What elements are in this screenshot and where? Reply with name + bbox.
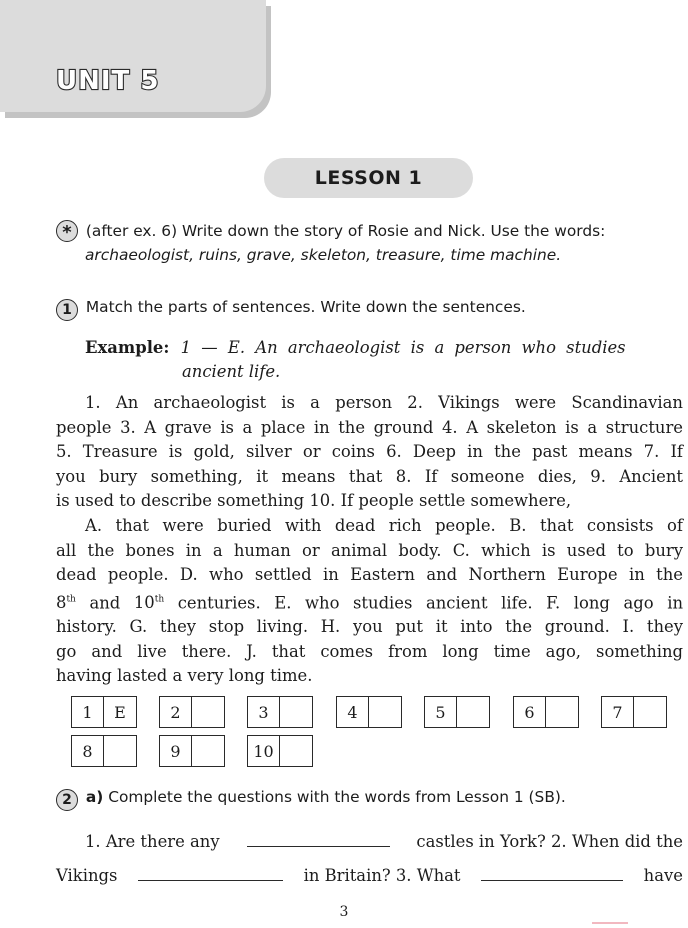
answer-pair-1 [71,696,137,728]
text-line-ordinals: 8th and 10th centuries. E. who studies ancient life. F. long ago in [56,592,683,612]
task-2-line [56,788,566,811]
ordinal-10: 10th [133,592,165,612]
question-text: have [643,866,683,885]
answer-pair-9 [159,735,225,767]
question-text: in Britain? 3. What [303,866,461,885]
answer-pair-2 [159,696,225,728]
example-line [85,338,683,357]
answer-box[interactable] [457,696,490,728]
answer-box[interactable] [192,735,225,767]
question-text: Vikings [56,866,118,885]
task-2-marker: 2 [56,789,78,811]
answer-number: 5 [424,696,457,728]
text-line: 1. An archaeologist is a person 2. Vikings were Scandinavian [85,393,683,412]
task-1-instruction: Match the parts of sentences. Write down the sentences. [85,298,526,316]
answer-blank[interactable] [481,866,623,881]
task-star-words: archaeologist, ruins, grave, skeleton, treasure, time machine. [85,246,562,264]
answer-pair-4 [336,696,402,728]
answer-box[interactable] [280,735,313,767]
task-1-marker: 1 [56,299,78,321]
text-line: 5. Treasure is gold, silver or coins 6. Deep in the past means 7. If [56,442,683,461]
answer-number: 7 [601,696,634,728]
question-line-2 [56,866,683,885]
task-star-instruction: (after ex. 6) Write down the story of Rosie and Nick. Use the words: [85,222,606,240]
task-1-line [56,298,526,321]
task-2-part: a) [85,788,104,806]
question-line-1 [85,832,683,851]
answer-number: 2 [159,696,192,728]
answer-number: 4 [336,696,369,728]
sentence-endings [56,514,683,689]
answer-box[interactable] [546,696,579,728]
answer-box[interactable] [280,696,313,728]
task-star-marker: * [56,220,78,242]
text-line: is used to describe something 10. If people settle somewhere, [56,491,572,510]
answer-box[interactable] [192,696,225,728]
lesson-title: LESSON 1 [264,158,473,198]
question-text: castles in York? 2. When did the [416,832,683,851]
answer-pair-6 [513,696,579,728]
answer-number: 10 [247,735,280,767]
task-star-line [56,220,605,242]
ordinal-8: 8th [56,592,76,612]
answer-box[interactable]: E [104,696,137,728]
answer-box[interactable] [104,735,137,767]
task-2-instruction: Complete the questions with the words from Lesson 1 (SB). [108,788,566,806]
answer-number: 6 [513,696,546,728]
text-line: you bury something, it means that 8. If someone dies, 9. Ancient [56,466,683,486]
answer-pair-3 [247,696,313,728]
text-line: history. G. they stop living. H. you put it into the ground. I. they [56,617,683,637]
answer-number: 9 [159,735,192,767]
text-line: dead people. D. who settled in Eastern and Northern Europe in the [56,565,683,584]
answer-pair-5 [424,696,490,728]
answer-pair-8 [71,735,137,767]
text-line: having lasted a very long time. [56,666,313,686]
question-text: 1. Are there any [85,832,220,851]
text-line: people 3. A grave is a place in the ground 4. A skeleton is a structure [56,417,683,437]
decorative-mark [592,922,628,924]
text-line: all the bones in a human or animal body. C. which is used to bury [56,540,683,560]
example-label: Example: [85,338,170,357]
example-text: 1 — E. An archaeologist is a person who studies [180,338,626,357]
unit-title: UNIT 5 [56,66,160,96]
text-line: go and live there. J. that comes from long time ago, something [56,641,683,661]
page-number: 3 [339,904,349,920]
text-line: A. that were buried with dead rich people. B. that consists of [85,516,683,535]
answer-box[interactable] [634,696,667,728]
answer-pair-10 [247,735,313,767]
answer-number: 8 [71,735,104,767]
sentence-beginnings [56,391,683,514]
answer-blank[interactable] [247,832,390,847]
answer-number: 1 [71,696,104,728]
answer-number: 3 [247,696,280,728]
example-text-continued: ancient life. [182,362,281,381]
answer-box[interactable] [369,696,402,728]
answer-pair-7 [601,696,667,728]
answer-blank[interactable] [138,866,283,881]
